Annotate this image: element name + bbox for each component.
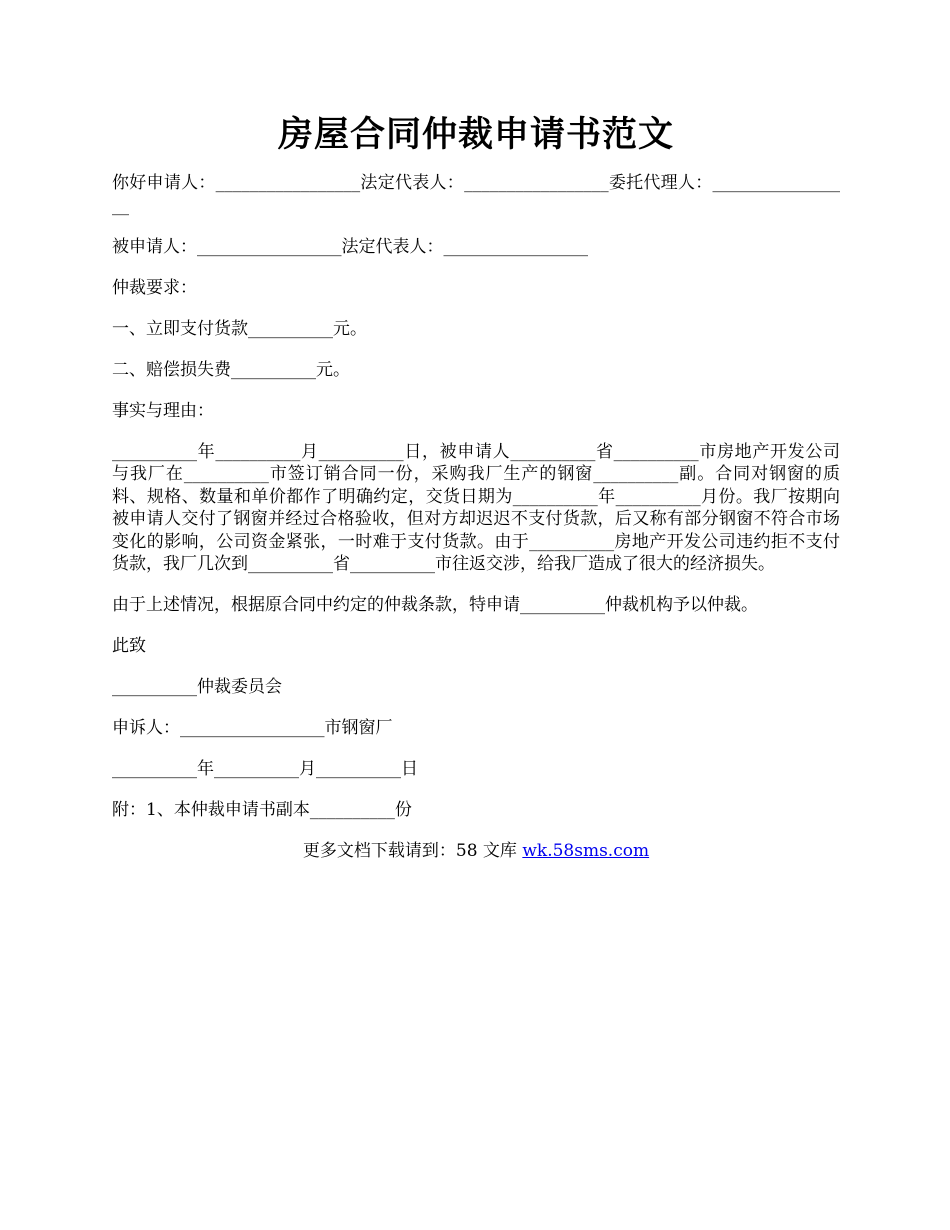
addressee: __________仲裁委员会 bbox=[112, 677, 282, 697]
document-title: 房屋合同仲裁申请书范文 bbox=[277, 114, 674, 155]
request-paragraph: 由于上述情况，根据原合同中约定的仲裁条款，特申请__________仲裁机构予以仲裁。 bbox=[112, 595, 758, 615]
salutation: 此致 bbox=[112, 636, 146, 656]
claims-heading: 仲裁要求： bbox=[112, 277, 197, 298]
respondent-line: 被申请人：_________________法定代表人：_________________ bbox=[112, 236, 588, 257]
complainant-line: 申诉人：_________________市钢窗厂 bbox=[112, 718, 393, 738]
applicant-line: 你好申请人：_________________法定代表人：_________________委托代理人：_________________ bbox=[112, 173, 840, 216]
footer-prefix: 更多文档下载请到：58 文库 bbox=[302, 841, 523, 861]
facts-body: __________年__________月__________日，被申请人__________省__________市房地产开发公司与我厂在__________市签订销合同一份，采购我厂生产的钢窗__________副。合同对钢窗的质料、规格、数量和单价都作了明确约定，交货日期为__________年__________月份。我厂按期向被申请人交付了钢窗并经过合格验收，但对方却迟迟不支付货款，后又称有部分钢窗不符合市场变化的影响，公司资金紧张，一时难于支付货款。由于__________房地产开发公司违约拒不支付货款，我厂几次到__________省__________市往返交涉，给我厂造成了很大的经济损失。 bbox=[112, 441, 840, 574]
date-line: __________年__________月__________日 bbox=[112, 759, 418, 779]
claim-item-2: 二、赔偿损失费__________元。 bbox=[112, 359, 350, 380]
attachment-line: 附：1、本仲裁申请书副本__________份 bbox=[112, 800, 412, 820]
footer-link[interactable]: wk.58sms.com bbox=[522, 841, 650, 861]
facts-heading: 事实与理由： bbox=[112, 400, 214, 421]
document-page bbox=[112, 110, 840, 862]
claim-item-1: 一、立即支付货款__________元。 bbox=[112, 318, 367, 339]
footer-note bbox=[112, 840, 840, 862]
